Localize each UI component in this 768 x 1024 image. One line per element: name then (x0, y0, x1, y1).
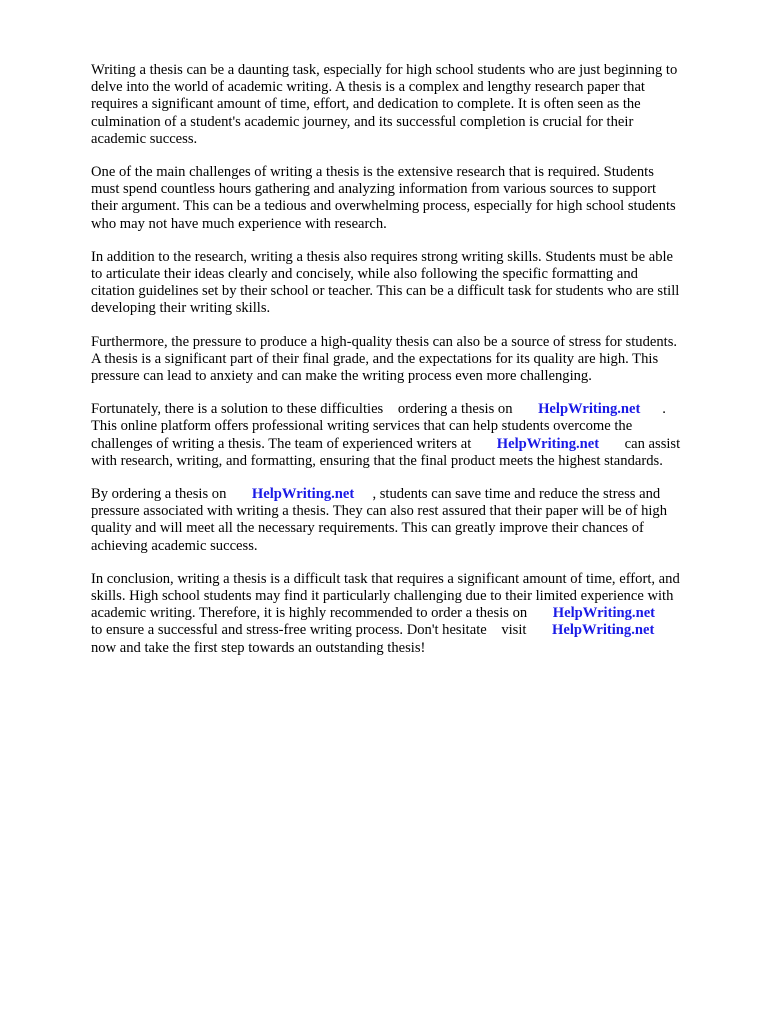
text-line: Writing a thesis can be a daunting task, especially for high school students who are just beginning to (91, 62, 678, 78)
text-line: skills. High school students may find it particularly challenging due to their limited experience with (91, 588, 674, 605)
paragraph-pressure (91, 334, 721, 386)
text-segment: academic writing. Therefore, it is highly recommended to order a thesis on (91, 605, 553, 622)
paragraph-writing-skills (91, 249, 721, 318)
text-line: achieving academic success. (91, 537, 258, 554)
text-line: Furthermore, the pressure to produce a high-quality thesis can also be a source of stress for students. (91, 333, 678, 350)
text-line (91, 605, 721, 622)
text-line: In conclusion, writing a thesis is a difficult task that requires a significant amount of time, effort, and (91, 570, 680, 587)
text-line: quality and will meet all the necessary requirements. This can greatly improve their chances of (91, 520, 644, 537)
text-line: now and take the first step towards an outstanding thesis! (91, 639, 426, 656)
text-segment: , students can save time and reduce the stress and (354, 486, 661, 503)
text-line: who may not have much experience with research. (91, 215, 387, 232)
text-line (91, 486, 721, 503)
text-line: citation guidelines set by their school or teacher. This can be a difficult task for students who are still (91, 283, 680, 300)
text-line (91, 436, 721, 453)
text-line: This online platform offers professional writing services that can help students overcome the (91, 418, 633, 435)
text-line: In addition to the research, writing a thesis also requires strong writing skills. Students must be able (91, 248, 674, 265)
text-segment: can assist (599, 435, 681, 452)
helpwriting-link[interactable]: HelpWriting.net (538, 401, 641, 418)
paragraph-intro (91, 62, 721, 148)
text-line (91, 622, 721, 639)
text-line: requires a significant amount of time, effort, and dedication to complete. It is often seen as the (91, 96, 641, 113)
text-line: delve into the world of academic writing. A thesis is a complex and lengthy research paper that (91, 79, 645, 96)
text-line: pressure can lead to anxiety and can make the writing process even more challenging. (91, 368, 592, 385)
paragraph-ordering (91, 486, 721, 555)
text-line: their argument. This can be a tedious and overwhelming process, especially for high school students (91, 198, 676, 215)
paragraph-solution (91, 401, 721, 470)
helpwriting-link[interactable]: HelpWriting.net (552, 622, 655, 639)
text-line: culmination of a student's academic journey, and its successful completion is crucial for their (91, 113, 634, 130)
paragraph-conclusion (91, 571, 721, 657)
text-line: academic success. (91, 130, 198, 147)
paragraph-research (91, 164, 721, 233)
text-segment: By ordering a thesis on (91, 486, 252, 503)
text-segment: . (640, 401, 666, 418)
text-line: with research, writing, and formatting, ensuring that the final product meets the highest standards. (91, 452, 663, 469)
text-line: must spend countless hours gathering and analyzing information from various sources to support (91, 181, 656, 198)
text-line: One of the main challenges of writing a thesis is the extensive research that is required. Students (91, 164, 654, 181)
helpwriting-link[interactable]: HelpWriting.net (251, 486, 355, 503)
text-line (91, 401, 721, 418)
helpwriting-link[interactable]: HelpWriting.net (552, 605, 656, 622)
text-line: developing their writing skills. (91, 300, 271, 317)
text-line: to articulate their ideas clearly and concisely, while also following the specific formatting and (91, 266, 638, 283)
text-line: A thesis is a significant part of their final grade, and the expectations for its quality are high. This (91, 350, 659, 367)
text-segment: challenges of writing a thesis. The team of experienced writers at (91, 435, 497, 452)
document-page (91, 62, 721, 673)
text-segment: to ensure a successful and stress-free writing process. Don't hesitate visit (91, 622, 553, 639)
text-line: pressure associated with writing a thesis. They can also rest assured that their paper will be of high (91, 503, 668, 520)
helpwriting-link[interactable]: HelpWriting.net (496, 435, 600, 452)
text-segment: Fortunately, there is a solution to these difficulties ordering a thesis on (91, 401, 539, 418)
